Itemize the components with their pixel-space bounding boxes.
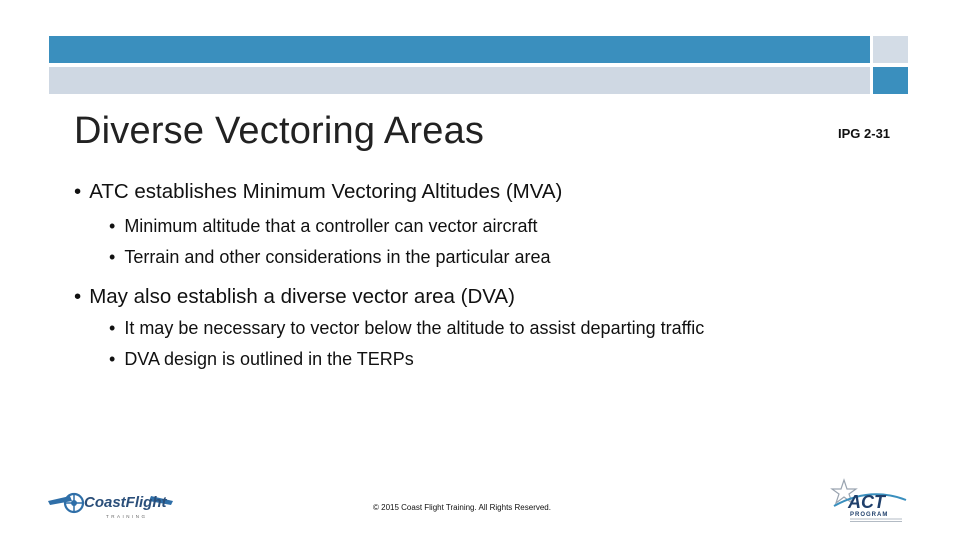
bullet-1: • ATC establishes Minimum Vectoring Altitudes (MVA) — [74, 180, 562, 204]
logo-left-text: CoastFlight — [84, 494, 167, 511]
logo-right-sub: PROGRAM — [850, 512, 889, 518]
header-bar-dark-small — [873, 67, 908, 94]
coastflight-logo — [48, 485, 173, 521]
bullet-2: • May also establish a diverse vector area (DVA) — [74, 285, 515, 309]
header-bar-light-small — [873, 36, 908, 63]
reference-label: IPG 2-31 — [838, 126, 891, 141]
bullet-2-sub-2: • DVA design is outlined in the TERPs — [109, 349, 414, 370]
act-program-logo — [830, 478, 908, 524]
header-bar-dark — [49, 36, 870, 63]
bullet-1-sub-2: • Terrain and other considerations in the particular area — [109, 247, 551, 268]
bullet-1-sub-1: • Minimum altitude that a controller can vector aircraft — [109, 216, 537, 237]
header-bar-light — [49, 67, 870, 94]
logo-right-text: ACT — [848, 492, 885, 512]
copyright-text: © 2015 Coast Flight Training. All Rights Reserved. — [373, 503, 551, 512]
logo-left-sub: TRAINING — [106, 514, 148, 519]
slide-title: Diverse Vectoring Areas — [74, 110, 485, 152]
bullet-2-sub-1: • It may be necessary to vector below the altitude to assist departing traffic — [109, 318, 704, 339]
